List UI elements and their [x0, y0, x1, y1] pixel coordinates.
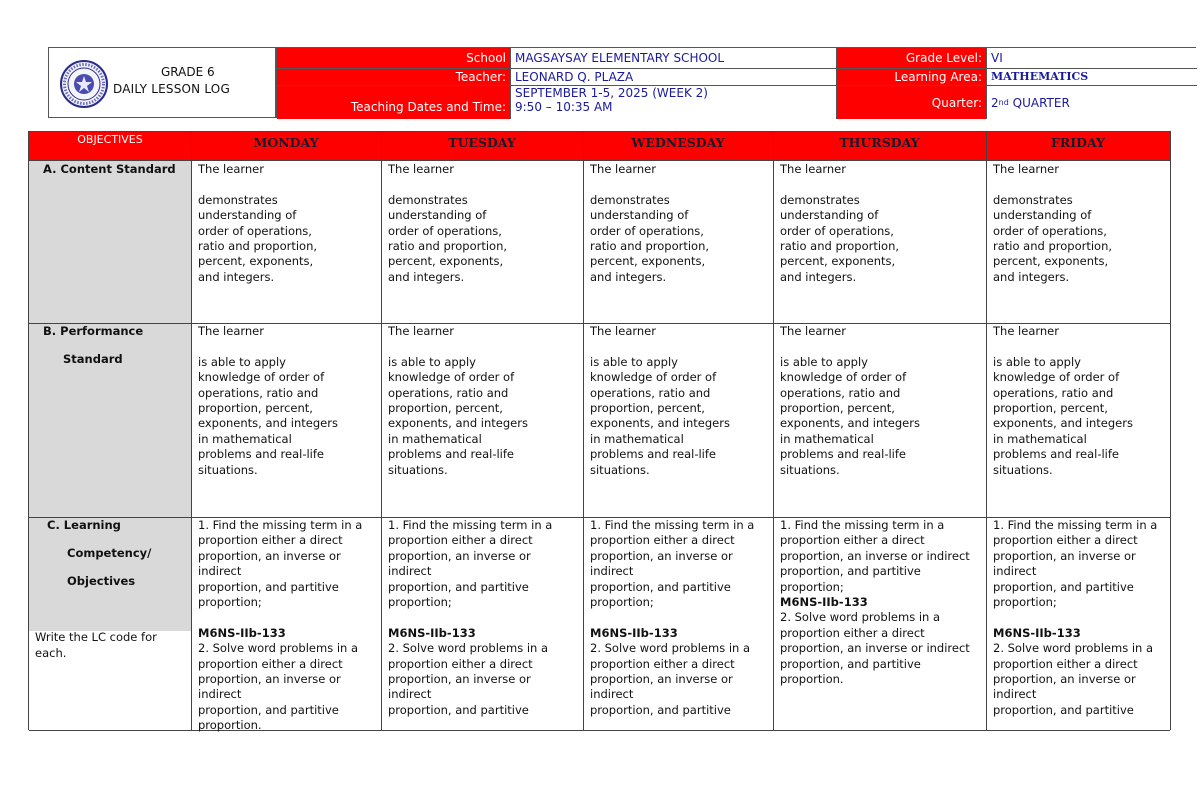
lesson-log-table [28, 131, 1171, 733]
performance-standard-wednesday: The learner is able to apply knowledge of order of operations, ratio and proportion, percent, exponents, and integers in mathematical problems and real-life situations. [590, 324, 730, 477]
teacher-value: LEONARD Q. PLAZA [511, 69, 837, 86]
teacher-label: Teacher: [277, 69, 511, 86]
header-info-grid [276, 47, 1196, 118]
content-standard-tuesday: The learner demonstrates understanding of order of operations, ratio and proportion, percent, exponents, and integers. [388, 162, 508, 284]
learning-competency-label-3: Objectives [67, 574, 136, 588]
content-standard-monday: The learner demonstrates understanding of order of operations, ratio and proportion, percent, exponents, and integers. [198, 162, 318, 284]
lc-wednesday-part2: 2. Solve word problems in a proportion either a direct proportion, an inverse or indirect proportion, and partitive [590, 641, 751, 717]
grade-level-label: Grade Level: [837, 48, 987, 69]
performance-standard-label-2: Standard [63, 352, 123, 366]
dates-value-line1: SEPTEMBER 1-5, 2025 (WEEK 2) [515, 86, 708, 100]
day-header-tuesday: TUESDAY [448, 135, 516, 150]
content-standard-friday: The learner demonstrates understanding of order of operations, ratio and proportion, percent, exponents, and integers. [993, 162, 1113, 284]
quarter-value: 2 nd QUARTER [987, 86, 1197, 119]
day-header-thursday: THURSDAY [839, 135, 920, 150]
quarter-label: Quarter: [837, 86, 987, 119]
lc-friday-code: M6NS-IIb-133 [993, 625, 1081, 640]
lc-tuesday-part2: 2. Solve word problems in a proportion either a direct proportion, an inverse or indirect proportion, and partitive [388, 641, 549, 717]
learning-competency-label-2: Competency/ [67, 546, 152, 560]
learning-area-value: MATHEMATICS [987, 69, 1197, 86]
lc-monday-part2: 2. Solve word problems in a proportion either a direct proportion, an inverse or indirect proportion, and partitive proportion. [198, 641, 359, 733]
log-title: DAILY LESSON LOG [113, 82, 230, 96]
learning-area-label: Learning Area: [837, 69, 987, 86]
dates-value [511, 86, 837, 119]
lc-thursday-part2: 2. Solve word problems in a proportion either a direct proportion, an inverse or indirect proportion, and partitive proportion. [780, 610, 970, 687]
performance-standard-friday: The learner is able to apply knowledge of order of operations, ratio and proportion, percent, exponents, and integers in mathematical problems and real-life situations. [993, 324, 1133, 477]
dates-label: Teaching Dates and Time: [277, 86, 511, 119]
performance-standard-label-1: B. Performance [43, 324, 144, 338]
quarter-num: 2 [991, 95, 999, 110]
day-header-friday: FRIDAY [1051, 135, 1105, 150]
lc-code-note: Write the LC code for each. [35, 630, 157, 660]
lc-thursday [780, 518, 970, 687]
performance-standard-thursday: The learner is able to apply knowledge of order of operations, ratio and proportion, percent, exponents, and integers in mathematical problems and real-life situations. [780, 324, 920, 477]
lc-friday-part1: 1. Find the missing term in a proportion either a direct proportion, an inverse or indirect proportion, and partitive proportion; [993, 518, 1158, 610]
grade-level-value: VI [987, 48, 1197, 69]
performance-standard-tuesday: The learner is able to apply knowledge of order of operations, ratio and proportion, percent, exponents, and integers in mathematical problems and real-life situations. [388, 324, 528, 477]
content-standard-thursday: The learner demonstrates understanding of order of operations, ratio and proportion, percent, exponents, and integers. [780, 162, 900, 284]
learning-competency-label-1: C. Learning [47, 518, 121, 532]
lc-wednesday [590, 518, 754, 718]
lc-thursday-code: M6NS-IIb-133 [780, 595, 868, 610]
lc-friday-part2: 2. Solve word problems in a proportion either a direct proportion, an inverse or indirect proportion, and partitive [993, 641, 1154, 717]
quarter-word: QUARTER [1012, 95, 1070, 110]
content-standard-wednesday: The learner demonstrates understanding of order of operations, ratio and proportion, percent, exponents, and integers. [590, 162, 710, 284]
lc-tuesday-code: M6NS-IIb-133 [388, 625, 476, 640]
lc-monday [198, 518, 362, 734]
header-title-box [48, 47, 276, 118]
school-value: MAGSAYSAY ELEMENTARY SCHOOL [511, 48, 837, 69]
lc-wednesday-part1: 1. Find the missing term in a proportion either a direct proportion, an inverse or indirect proportion, and partitive proportion; [590, 518, 755, 610]
lc-thursday-part1: 1. Find the missing term in a proportion either a direct proportion, an inverse or indirect proportion, and partitive proportion; [780, 518, 970, 594]
lc-tuesday [388, 518, 552, 718]
day-header-wednesday: WEDNESDAY [631, 135, 725, 150]
lc-friday [993, 518, 1157, 718]
objectives-header: OBJECTIVES [77, 133, 143, 146]
lc-monday-code: M6NS-IIb-133 [198, 625, 286, 640]
lc-tuesday-part1: 1. Find the missing term in a proportion either a direct proportion, an inverse or indirect proportion, and partitive proportion; [388, 518, 553, 610]
school-label: School [277, 48, 511, 69]
dates-value-line2: 9:50 – 10:35 AM [515, 100, 613, 114]
grade-title: GRADE 6 [161, 65, 215, 79]
lc-wednesday-code: M6NS-IIb-133 [590, 625, 678, 640]
lc-monday-part1: 1. Find the missing term in a proportion either a direct proportion, an inverse or indirect proportion, and partitive proportion; [198, 518, 363, 610]
day-header-monday: MONDAY [253, 135, 319, 150]
deped-seal-icon [59, 59, 109, 109]
content-standard-label: A. Content Standard [43, 162, 176, 176]
performance-standard-monday: The learner is able to apply knowledge of order of operations, ratio and proportion, percent, exponents, and integers in mathematical problems and real-life situations. [198, 324, 338, 477]
